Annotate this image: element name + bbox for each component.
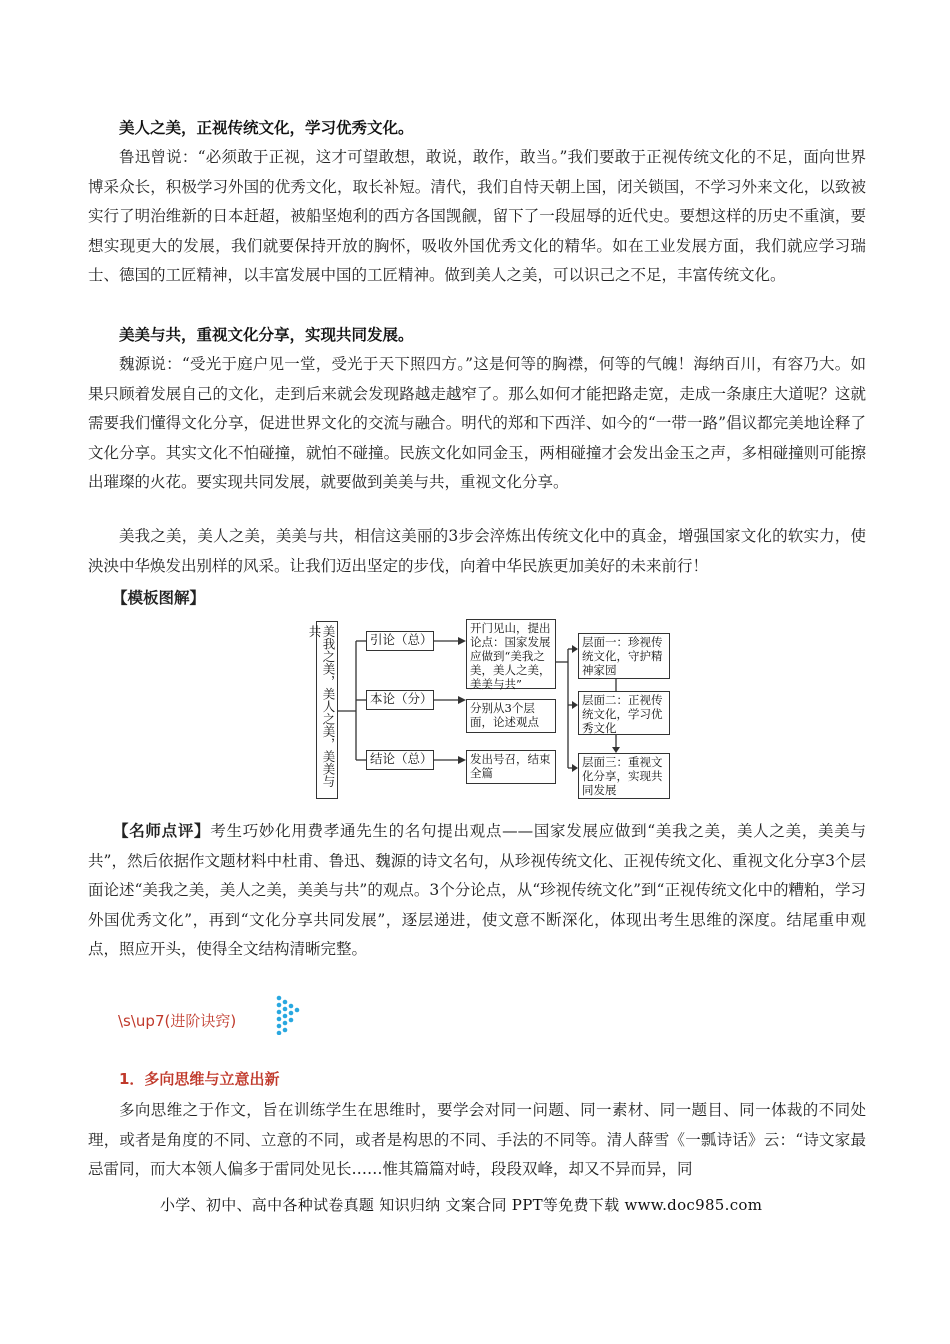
diagram-root-box: 美我之美，美人之美，美美与共 [316,621,338,799]
template-label: 【模板图解】 [112,588,206,607]
diagram-part-intro: 引论（总） [366,631,434,651]
section1-paragraph: 鲁迅曾说：“必须敢于正视，这才可望敢想，敢说，敢作，敢当。”我们要敢于正视传统文化的不足，面向世界博采众长，积极学习外国的优秀文化，取长补短。清代，我们自恃天朝上国，闭关锁国，不学习外来文化，以致被实行了明治维新的日本赶超，被船坚炮利的西方各国觊觎，留下了一段屈辱的近代史。要想这样的历史不重演，要想实现更大的发展，我们就要保持开放的胸怀，吸收外国优秀文化的精华。如在工业发展方面，我们就应学习瑞士、德国的工匠精神，以丰富发展中国的工匠精神。做到美人之美，可以识己之不足，丰富传统文化。 [88,148,866,284]
diagram-detail-conclusion: 发出号召，结束全篇 [466,750,556,784]
section3-title: 1．多向思维与立意出新 [119,1070,280,1088]
teacher-comment [88,816,866,965]
section2-paragraph: 魏源说：“受光于庭户见一堂，受光于天下照四方。”这是何等的胸襟，何等的气魄！海纳百川，有容乃大。如果只顾着发展自己的文化，走到后来就会发现路越走越窄了。那么如何才能把路走宽，走成一条康庄大道呢？这就需要我们懂得文化分享，促进世界文化的交流与融合。明代的郑和下西洋、如今的“一带一路”倡议都完美地诠释了文化分享。其实文化不怕碰撞，就怕不碰撞。民族文化如同金玉，两相碰撞才会发出金玉之声，多相碰撞则可能擦出璀璨的火花。要实现共同发展，就要做到美美与共，重视文化分享。 [88,355,866,491]
advanced-tips-text: \s\up7(进阶诀窍) [118,1012,237,1030]
diagram-detail-intro: 开门见山，提出论点：国家发展应做到“美我之美，美人之美，美美与共” [466,619,556,689]
diagram-level-one: 层面一：珍视传统文化，守护精神家园 [578,633,670,679]
comment-text: 考生巧妙化用费孝通先生的名句提出观点——国家发展应做到“美我之美，美人之美，美美与共”，然后依据作文题材料中杜甫、鲁迅、魏源的诗文名句，从珍视传统文化、正视传统文化、重视文化分享3个层面论述“美我之美，美人之美，美美与共”的观点。3个分论点，从“珍视传统文化”到“正视传统文化中的糟粕，学习外国优秀文化”，再到“文化分享共同发展”，逐层递进，使文意不断深化，体现出考生思维的深度。结尾重申观点，照应开头，使得全文结构清晰完整。 [88,822,866,958]
section2-heading: 美美与共，重视文化分享，实现共同发展。 [119,326,414,344]
diagram-level-three: 层面三：重视文化分享，实现共同发展 [578,753,670,799]
page-footer: 小学、初中、高中各种试卷真题 知识归纳 文案合同 PPT等免费下载 www.doc985.com [160,1196,763,1214]
template-diagram [307,619,678,803]
conclusion-paragraph: 美我之美，美人之美，美美与共，相信这美丽的3步会淬炼出传统文化中的真金，增强国家文化的软实力，使泱泱中华焕发出别样的风采。让我们迈出坚定的步伐，向着中华民族更加美好的未来前行！ [88,527,866,575]
section3-paragraph: 多向思维之于作文，旨在训练学生在思维时，要学会对同一问题、同一素材、同一题目、同一体裁的不同处理，或者是角度的不同、立意的不同，或者是构思的不同、手法的不同等。清人薛雪《一瓢诗话》云：“诗文家最忌雷同，而大本领人偏多于雷同处见长……惟其篇篇对峙，段段双峰，却又不异而异，同 [88,1101,866,1178]
diagram-part-body: 本论（分） [366,690,434,710]
triangle-dots-icon [276,995,300,1035]
diagram-level-two: 层面二：正视传统文化，学习优秀文化 [578,691,670,735]
advanced-tips-title [118,1010,236,1031]
comment-label: 【名师点评】 [113,821,211,840]
section1-heading: 美人之美，正视传统文化，学习优秀文化。 [119,119,414,137]
diagram-detail-body: 分别从3个层面，论述观点 [466,699,556,733]
diagram-part-conclusion: 结论（总） [366,750,434,770]
